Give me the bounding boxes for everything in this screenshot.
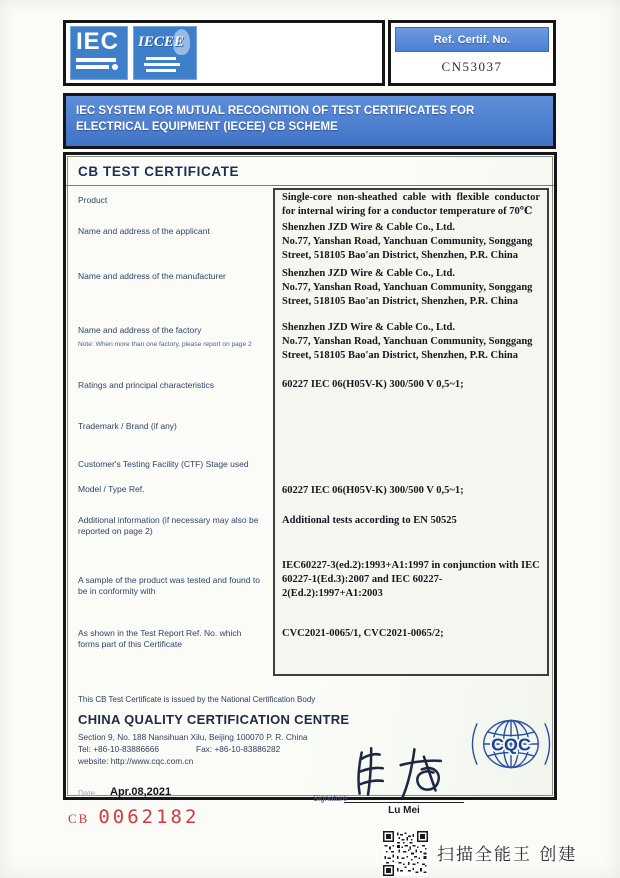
value-model: 60227 IEC 06(H05V-K) 300/500 V 0,5~1; [282, 485, 464, 496]
iecee-logo-lines [138, 57, 192, 72]
signatory-name: Lu Mei [388, 805, 420, 816]
label-factory: Name and address of the factory [78, 325, 202, 335]
scheme-banner: IEC SYSTEM FOR MUTUAL RECOGNITION OF TEST CERTIFICATES FOR ELECTRICAL EQUIPMENT (IECEE) CB SCHEME [63, 93, 556, 149]
value-product: Single-core non-sheathed cable with flexible conductor for internal wiring for a conductor temperature of 70℃ [282, 192, 540, 218]
header-logos-box [63, 20, 385, 86]
value-factory-name: Shenzhen JZD Wire & Cable Co., Ltd. [282, 322, 455, 333]
certification-body-website: website: http://www.cqc.com.cn [78, 756, 194, 766]
title-divider [66, 185, 554, 186]
label-test-report: As shown in the Test Report Ref. No. which forms part of this Certificate [78, 628, 242, 650]
iec-logo-bar [76, 58, 116, 62]
iecee-logo-icon [133, 26, 197, 80]
value-manufacturer-address: No.77, Yanshan Road, Yanchuan Community, Songgang Street, 518105 Bao'an District, Shenzhen, P.R. China [282, 282, 533, 308]
value-ratings: 60227 IEC 06(H05V-K) 300/500 V 0,5~1; [282, 379, 464, 390]
label-ratings: Ratings and principal characteristics [78, 380, 215, 390]
cqc-logo-text: CQC [491, 734, 531, 755]
value-conformity: IEC60227-3(ed.2):1993+A1:1997 in conjunction with IEC 60227-1(Ed.3):2007 and IEC 60227-2(Ed.2):1997+A1:2003 [282, 560, 540, 600]
label-applicant: Name and address of the applicant [78, 226, 210, 236]
value-factory-address: No.77, Yanshan Road, Yanchuan Community, Songgang Street, 518105 Bao'an District, Shenzhen, P.R. China [282, 336, 533, 362]
iecee-logo-text: IECEE [138, 34, 184, 50]
label-trademark: Trademark / Brand (if any) [78, 421, 177, 431]
serial-prefix: CB [68, 811, 90, 826]
date-value: Apr.08,2021 [110, 786, 172, 798]
certification-body-name: CHINA QUALITY CERTIFICATION CENTRE [78, 712, 350, 727]
iec-logo-text: IEC [76, 28, 120, 55]
label-manufacturer: Name and address of the manufacturer [78, 271, 226, 281]
qr-code-icon [383, 831, 428, 876]
ref-certif-label: Ref. Certif. No. [395, 27, 549, 52]
value-applicant-name: Shenzhen JZD Wire & Cable Co., Ltd. [282, 222, 455, 233]
label-model: Model / Type Ref. [78, 484, 145, 494]
label-ctf: Customer's Testing Facility (CTF) Stage used [78, 459, 249, 469]
label-additional-info: Additional information (if necessary may also be reported on page 2) [78, 515, 259, 537]
cqc-logo-icon [464, 711, 558, 777]
value-additional-info: Additional tests according to EN 50525 [282, 515, 457, 526]
certification-body-tel: Tel: +86-10-83886666 [78, 744, 159, 754]
certificate-body-box [63, 152, 557, 816]
value-manufacturer-name: Shenzhen JZD Wire & Cable Co., Ltd. [282, 268, 455, 279]
date-label: Date [78, 789, 95, 798]
value-test-report: CVC2021-0065/1, CVC2021-0065/2; [282, 628, 444, 639]
issued-by-note: This CB Test Certificate is issued by the National Certification Body [78, 695, 316, 704]
ref-certif-box [388, 20, 556, 86]
value-applicant-address: No.77, Yanshan Road, Yanchuan Community, Songgang Street, 518105 Bao'an District, Shenzhen, P.R. China [282, 236, 533, 262]
signature-handwriting-icon [346, 743, 466, 801]
certificate-serial [68, 806, 199, 828]
certification-body-address: Section 9, No. 188 Nansihuan Xilu, Beijing 100070 P. R. China [78, 732, 308, 742]
signature-label: Signature [313, 794, 348, 803]
ref-certif-value: CN53037 [441, 59, 503, 74]
label-product: Product [78, 195, 108, 205]
label-conformity: A sample of the product was tested and found to be in conformity with [78, 575, 260, 597]
signature-line [344, 802, 464, 803]
certification-body-fax: Fax: +86-10-83886282 [196, 744, 281, 754]
iec-logo-bar-dot [76, 65, 109, 69]
iec-logo-icon [70, 26, 128, 80]
certificate-title: CB TEST CERTIFICATE [78, 164, 240, 179]
serial-number: 0062182 [98, 806, 200, 828]
label-factory-note: Note: When more than one factory, please report on page 2 [78, 341, 252, 348]
scanner-watermark-text: 扫描全能王 创建 [437, 845, 578, 865]
